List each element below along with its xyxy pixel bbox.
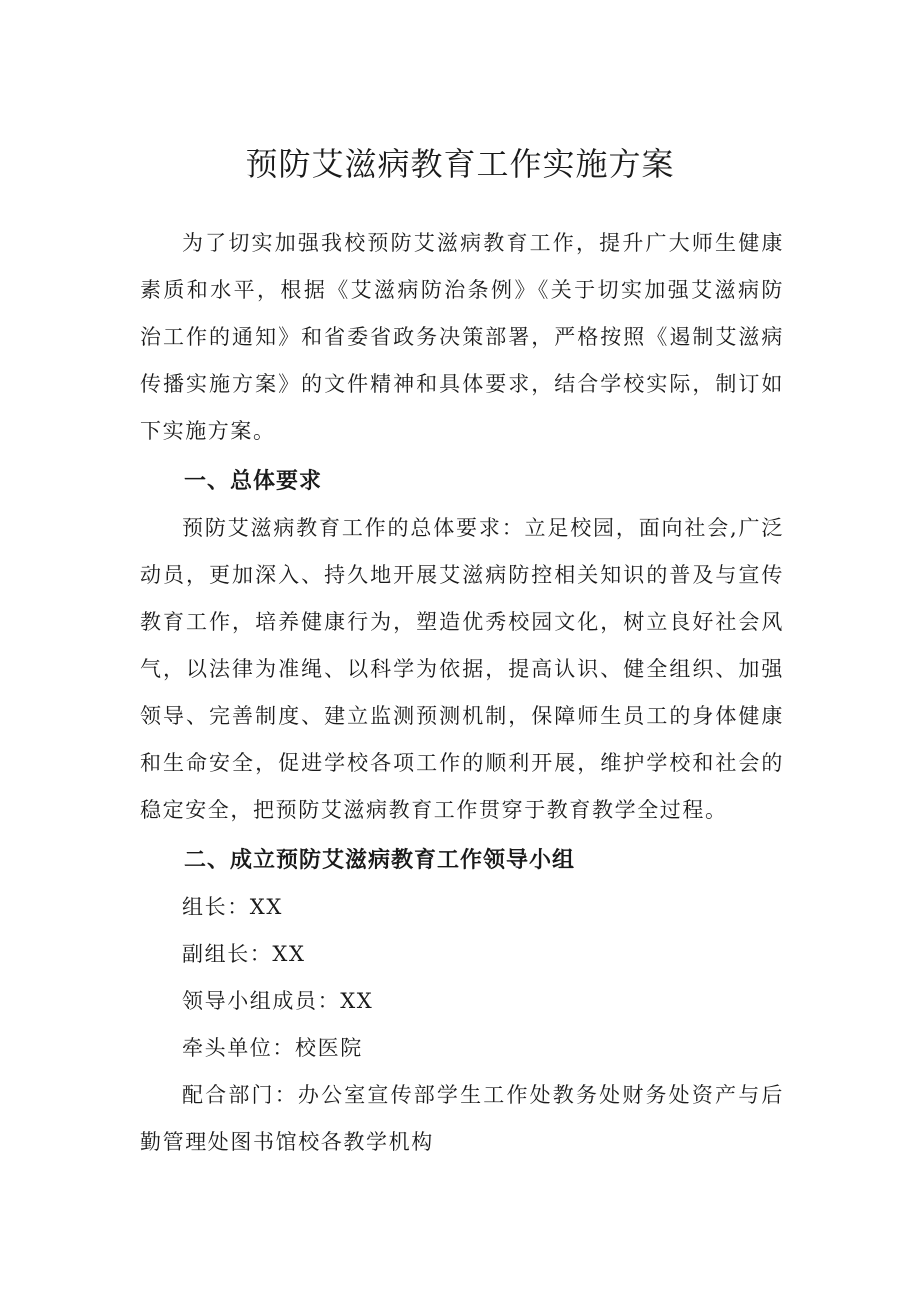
- field-group-leader: 组长：XX: [182, 895, 283, 919]
- field-deputy-leader: 副组长：XX: [182, 942, 306, 966]
- intro-paragraph: 为了切实加强我校预防艾滋病教育工作，提升广大师生健康素质和水平，根据《艾滋病防治条例》《关于切实加强艾滋病防治工作的通知》和省委省政务决策部署，严格按照《遏制艾滋病传播实施方案》的文件精神和具体要求，结合学校实际，制订如下实施方案。: [140, 231, 784, 443]
- document-title: 预防艾滋病教育工作实施方案: [245, 145, 675, 183]
- field-lead-unit: 牵头单位：校医院: [182, 1036, 363, 1060]
- document-body: [140, 220, 784, 1166]
- field-cooperating-departments: 配合部门：办公室宣传部学生工作处教务处财务处资产与后勤管理处图书馆校各教学机构: [140, 1083, 784, 1154]
- section-heading-general-requirements: 一、总体要求: [184, 469, 323, 494]
- general-requirements-paragraph: 预防艾滋病教育工作的总体要求：立足校园，面向社会,广泛动员，更加深入、持久地开展艾滋病防控相关知识的普及与宣传教育工作，培养健康行为，塑造优秀校园文化，树立良好社会风气，以法律为准绳、以科学为依据，提高认识、健全组织、加强领导、完善制度、建立监测预测机制，保障师生员工的身体健康和生命安全，促进学校各项工作的顺利开展，维护学校和社会的稳定安全，把预防艾滋病教育工作贯穿于教育教学全过程。: [140, 516, 784, 822]
- field-group-members: 领导小组成员：XX: [182, 989, 374, 1013]
- section-heading-leadership-group: 二、成立预防艾滋病教育工作领导小组: [184, 848, 576, 873]
